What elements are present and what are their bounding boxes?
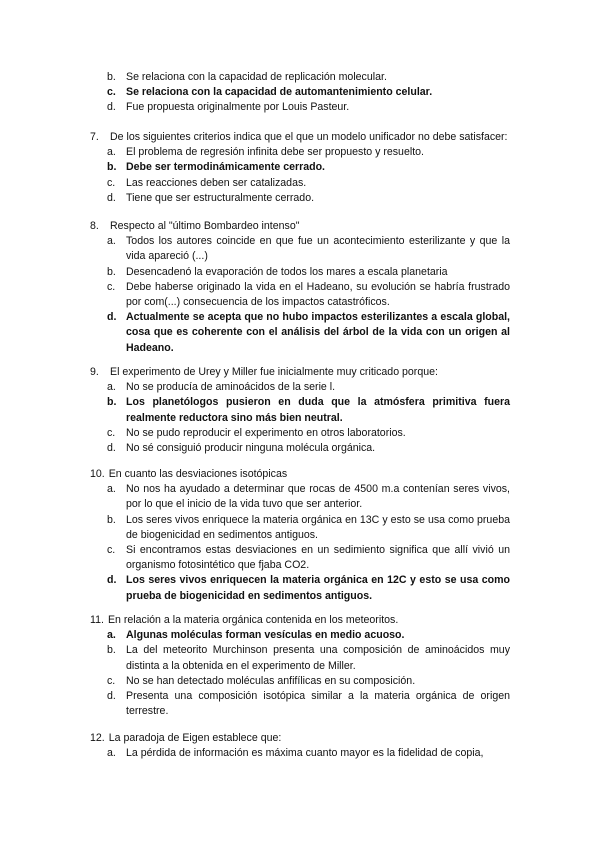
question-6-continued <box>90 70 510 116</box>
question-text: En cuanto las desviaciones isotópicas <box>108 468 288 480</box>
option-a: a. Todos los autores coincide en que fue un acontecimiento esterilizante y que la vida apareció (...) <box>107 235 510 263</box>
question-stem <box>90 467 510 482</box>
question-11 <box>90 613 510 719</box>
option-d: d. Presenta una composición isotópica similar a la materia orgánica de origen terrestre. <box>107 690 510 718</box>
option-d: d. Actualmente se acepta que no hubo impactos esterilizantes a escala global, cosa que es coherente con el análisis del árbol de la vida con un origen al Hadeano. <box>107 311 510 354</box>
option-a: a. El problema de regresión infinita debe ser propuesto y resuelto. <box>107 146 424 159</box>
option-b: b. Se relaciona con la capacidad de replicación molecular. <box>107 71 387 83</box>
question-text: El experimento de Urey y Miller fue inicialmente muy criticado porque: <box>110 366 438 378</box>
option-d: d. Tiene que ser estructuralmente cerrado. <box>107 191 315 204</box>
question-10 <box>90 467 510 604</box>
option-list <box>90 145 510 206</box>
question-number: 8. <box>90 220 99 232</box>
question-stem <box>90 613 510 628</box>
question-stem <box>90 731 510 746</box>
option-a: a. No se producía de aminoácidos de la serie l. <box>107 381 336 394</box>
option-d: d. Fue propuesta originalmente por Louis Pasteur. <box>107 101 350 114</box>
question-7 <box>90 130 510 206</box>
option-d: d. Los seres vivos enriquecen la materia orgánica en 12C y esto se usa como prueba de biogenicidad en sedimentos antiguos. <box>107 574 510 602</box>
option-c: c. Si encontramos estas desviaciones en un sedimiento significa que allí vivió un organismo fotosintético que fjaba CO2. <box>107 544 510 572</box>
question-stem <box>90 219 510 234</box>
question-number: 7. <box>90 131 99 143</box>
question-text: En relación a la materia orgánica contenida en los meteoritos. <box>107 614 399 626</box>
option-a: a. Algunas moléculas forman vesículas en medio acuoso. <box>107 629 405 642</box>
option-b: b. Los seres vivos enriquece la materia orgánica en 13C y esto se usa como prueba de biogenicidad en sedimentos antiguos. <box>107 513 510 541</box>
option-c: c. Se relaciona con la capacidad de automantenimiento celular. <box>107 86 433 99</box>
option-b: b. Desencadenó la evaporación de todos los mares a escala planetaria <box>107 265 448 278</box>
option-list <box>90 70 510 116</box>
question-number: 12. <box>90 732 105 744</box>
option-b: b. Debe ser termodinámicamente cerrado. <box>107 161 326 174</box>
option-a: a. No nos ha ayudado a determinar que rocas de 4500 m.a contenían seres vivos, por lo que el inicio de la vida tuvo que ser anterior. <box>107 483 510 511</box>
option-list <box>90 628 510 719</box>
question-number: 10. <box>90 468 105 480</box>
option-list <box>90 482 510 604</box>
option-list <box>90 746 510 761</box>
question-9 <box>90 365 510 456</box>
question-8 <box>90 219 510 356</box>
question-text: De los siguientes criterios indica que el que un modelo unificador no debe satisfacer: <box>110 131 508 143</box>
question-12 <box>90 731 510 761</box>
question-number: 9. <box>90 366 99 378</box>
option-c: c. No se han detectado moléculas anfifílicas en su composición. <box>107 674 416 687</box>
option-b: b. Los planetólogos pusieron en duda que la atmósfera primitiva fuera realmente reductora sino más bien neutral. <box>107 396 510 424</box>
option-list <box>90 380 510 456</box>
question-text: La paradoja de Eigen establece que: <box>108 732 282 744</box>
option-a: a. La pérdida de información es máxima cuanto mayor es la fidelidad de copia, <box>107 747 484 760</box>
option-d: d. No sé consiguió producir ninguna molécula orgánica. <box>107 442 376 455</box>
question-stem <box>90 365 510 380</box>
question-stem <box>90 130 510 145</box>
question-number: 11. <box>90 614 104 626</box>
option-list <box>90 234 510 356</box>
question-text: Respecto al "último Bombardeo intenso" <box>110 220 300 232</box>
option-c: c. No se pudo reproducir el experimento en otros laboratorios. <box>107 426 406 439</box>
option-c: c. Las reacciones deben ser catalizadas. <box>107 176 307 189</box>
option-c: c. Debe haberse originado la vida en el Hadeano, su evolución se habría frustrado por com(...) consecuencia de los impactos catastróficos. <box>107 280 510 309</box>
option-b: b. La del meteorito Murchinson presenta una composición de aminoácidos muy distinta a la obtenida en el experimento de Miller. <box>107 644 510 672</box>
